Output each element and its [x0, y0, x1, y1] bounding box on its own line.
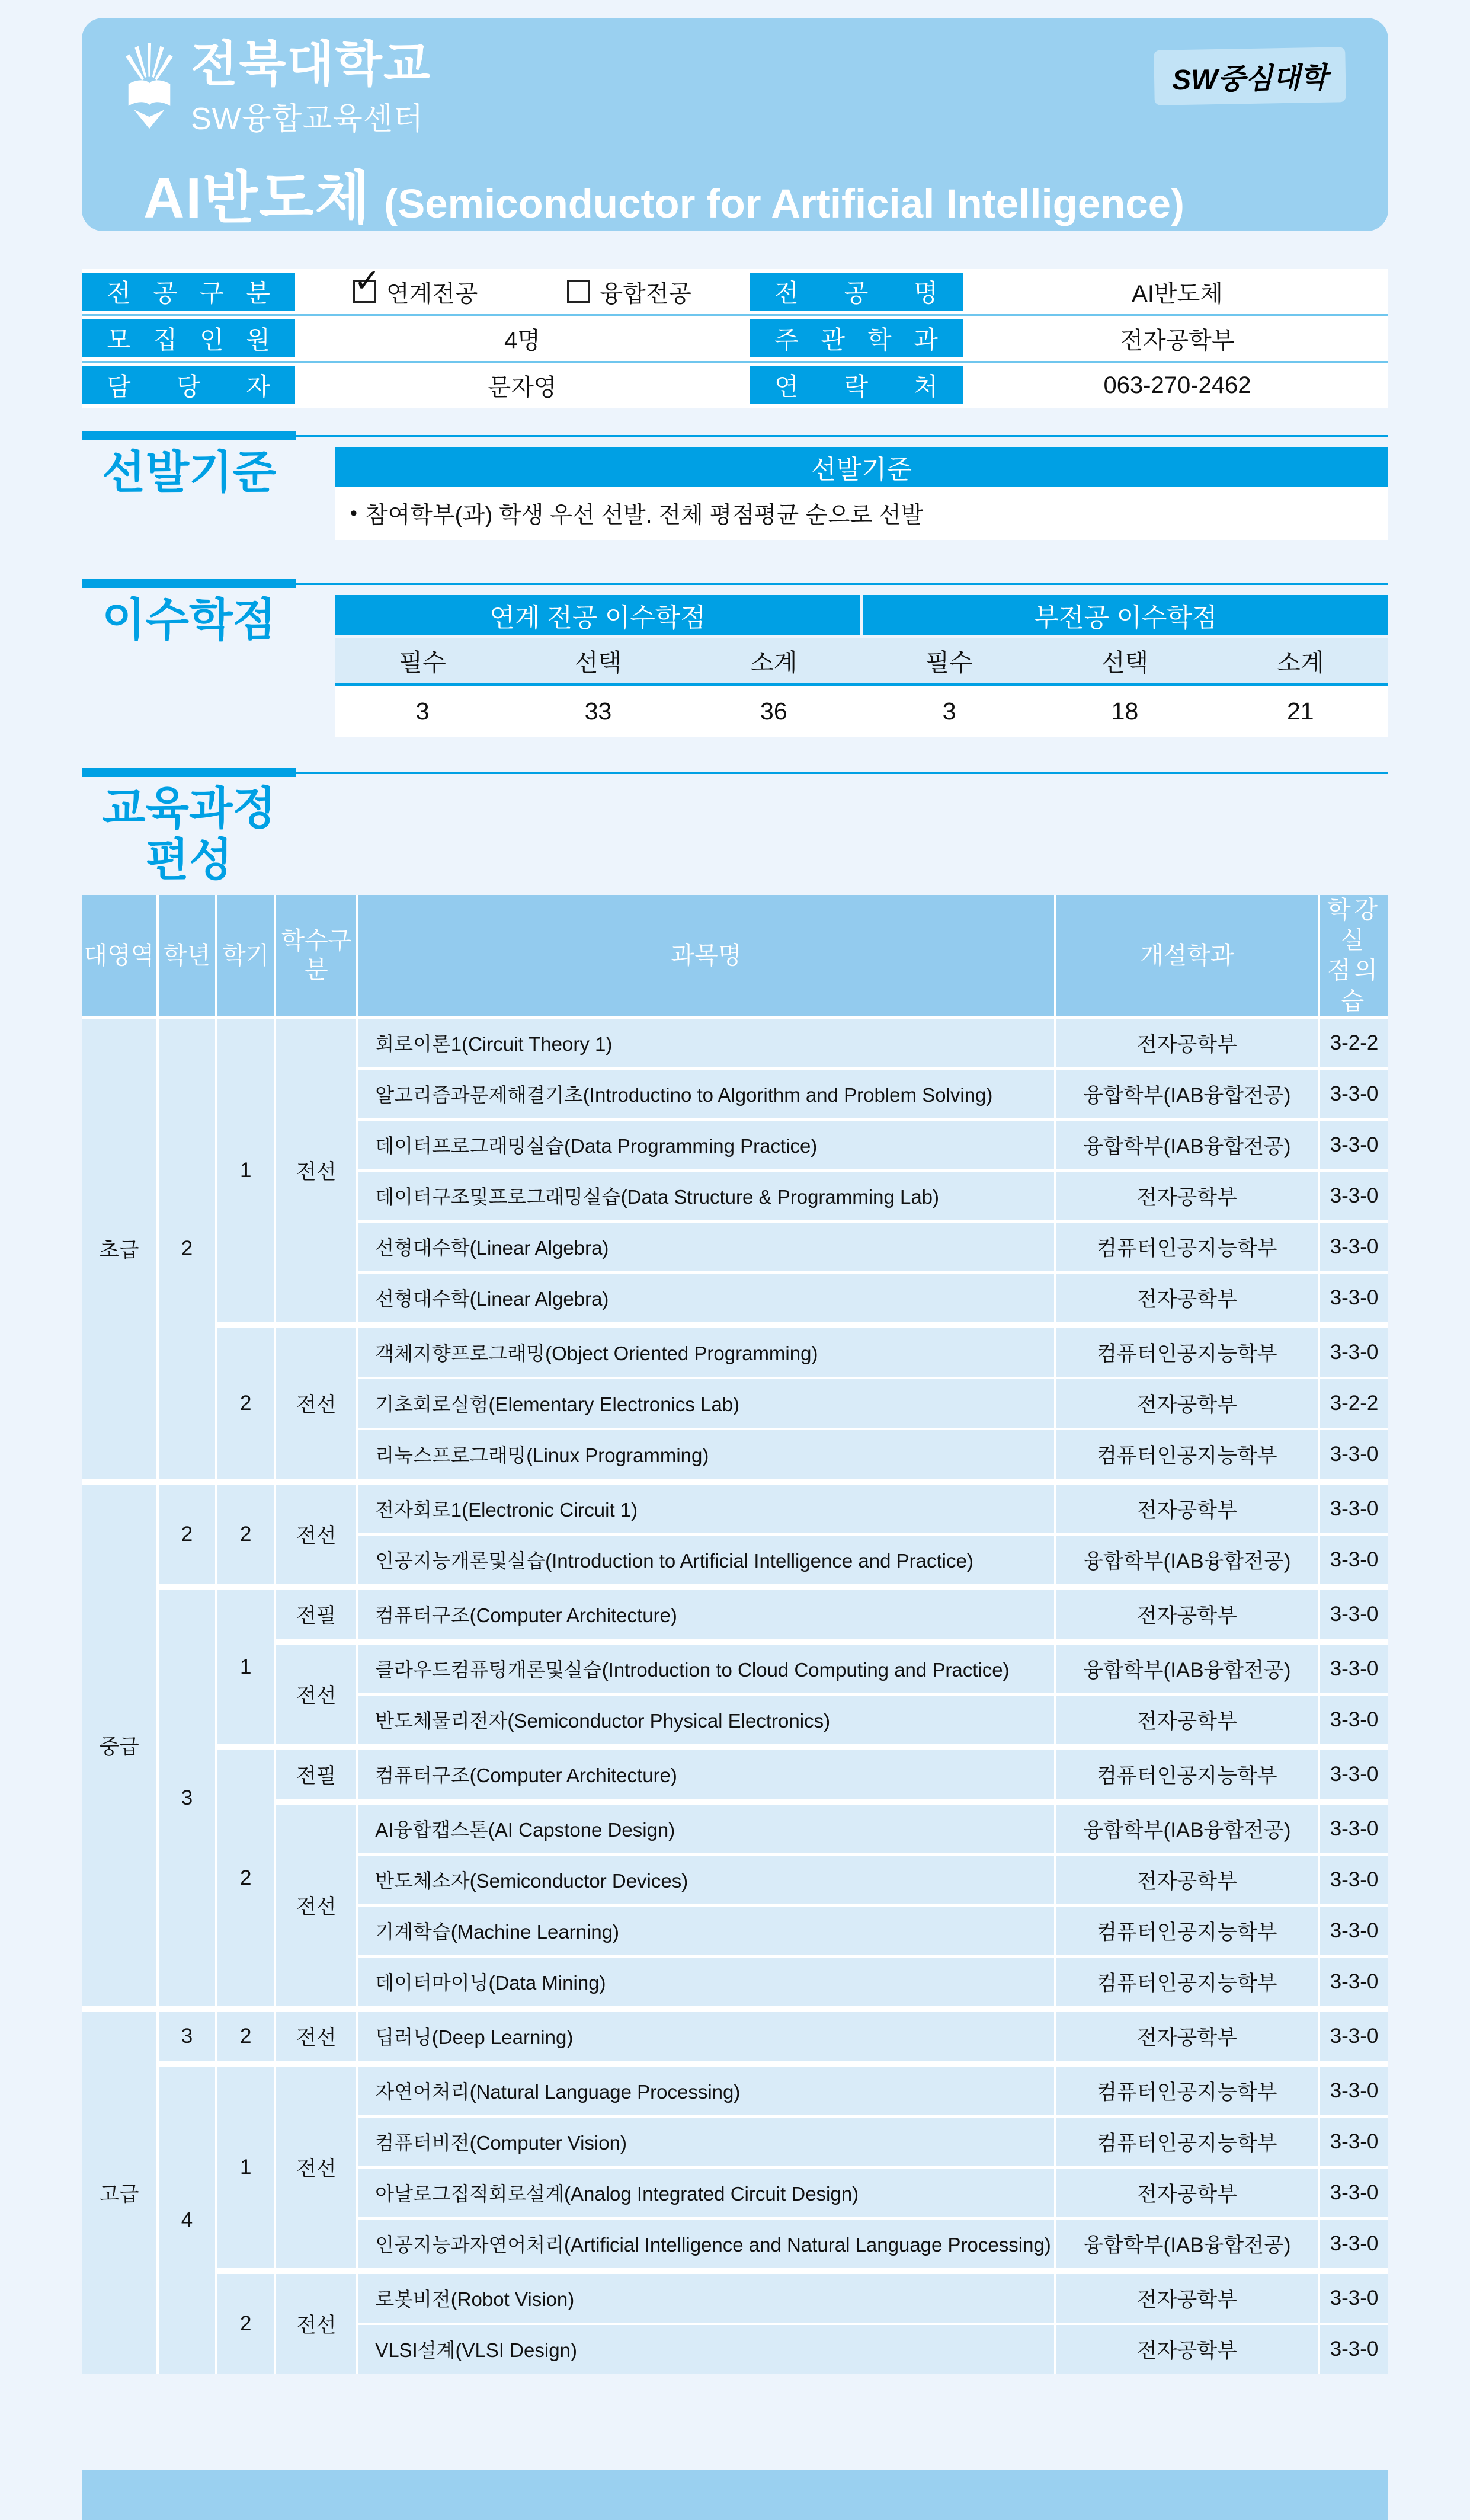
table-row	[82, 1018, 1388, 1069]
selection-criteria-row	[335, 487, 1388, 540]
credits-cell: 3-3-0	[1319, 2218, 1388, 2271]
semester-cell: 1	[216, 1018, 275, 1325]
selection-table-header: 선발기준	[335, 447, 1388, 487]
type-cell: 전선	[275, 1325, 357, 1482]
hero-header	[82, 18, 1388, 231]
course-cell: 회로이론1(Circuit Theory 1)	[357, 1018, 1055, 1069]
dept-cell: 컴퓨터인공지능학부	[1055, 1429, 1319, 1482]
credits-subheader-row	[335, 638, 1388, 683]
credits-col-subtotal: 소계	[750, 648, 798, 676]
table-row	[82, 1642, 1388, 1694]
section-rule-selection	[82, 431, 1388, 440]
label-contact	[750, 366, 963, 404]
dept-cell: 컴퓨터인공지능학부	[1055, 1956, 1319, 2009]
info-row-major-type	[82, 263, 1388, 314]
table-row	[82, 1482, 1388, 1534]
info-row-manager	[82, 361, 1388, 408]
credits-col-subtotal: 소계	[1277, 648, 1324, 676]
credits-cell: 3-3-0	[1319, 2009, 1388, 2064]
dept-cell: 융합학부(IAB융합전공)	[1055, 2218, 1319, 2271]
course-cell: 객체지향프로그래밍(Object Oriented Programming)	[357, 1325, 1055, 1378]
label-quota	[82, 319, 295, 357]
credits-cell: 3-3-0	[1319, 1642, 1388, 1694]
option-linked-major-label: 연계전공	[386, 280, 478, 307]
curriculum-header-row	[82, 895, 1388, 1018]
value-supervising-dept: 전자공학부	[966, 319, 1388, 357]
section-rule-curriculum	[82, 768, 1388, 777]
label-major-type	[82, 273, 295, 311]
type-cell: 전선	[275, 1482, 357, 1587]
section-rule-credits	[82, 579, 1388, 588]
label-manager	[82, 366, 295, 404]
dept-cell: 전자공학부	[1055, 1587, 1319, 1642]
course-cell: 데이터구조및프로그래밍실습(Data Structure & Programming Lab)	[357, 1171, 1055, 1221]
dept-cell: 전자공학부	[1055, 2167, 1319, 2218]
credits-cell: 3-3-0	[1319, 1221, 1388, 1272]
selection-section-title: 선발기준	[102, 447, 276, 498]
credits-values-row	[335, 686, 1388, 737]
curriculum-section-title	[82, 783, 296, 887]
dept-cell: 전자공학부	[1055, 1378, 1319, 1429]
credits-value: 36	[760, 697, 787, 725]
credits-col-elective: 선택	[574, 648, 622, 676]
col-header-level: 대영역	[82, 895, 158, 1018]
course-cell: 기계학습(Machine Learning)	[357, 1905, 1055, 1956]
type-cell: 전선	[275, 2009, 357, 2064]
table-row	[82, 1747, 1388, 1802]
value-major-type	[299, 263, 746, 311]
credits-cell: 3-3-0	[1319, 1272, 1388, 1325]
grade-cell: 2	[158, 1018, 216, 1482]
course-cell: 컴퓨터구조(Computer Architecture)	[357, 1587, 1055, 1642]
course-cell: 반도체물리전자(Semiconductor Physical Electronics)	[357, 1694, 1055, 1747]
col-header-credits	[1319, 895, 1388, 1018]
curriculum-title-line2: 편성	[145, 835, 233, 886]
label-quota-text: 모 집 인 원	[107, 326, 270, 354]
dept-cell: 전자공학부	[1055, 1854, 1319, 1905]
table-row	[82, 2271, 1388, 2324]
dept-cell: 전자공학부	[1055, 1272, 1319, 1325]
course-cell: AI융합캡스톤(AI Capstone Design)	[357, 1802, 1055, 1854]
table-row	[82, 2064, 1388, 2116]
dept-cell: 융합학부(IAB융합전공)	[1055, 1069, 1319, 1120]
checkbox-unchecked-icon	[567, 280, 590, 303]
table-row	[82, 2009, 1388, 2064]
course-cell: 데이터마이닝(Data Mining)	[357, 1956, 1055, 2009]
col-header-credits-line2: 점의습	[1327, 957, 1382, 1015]
dept-cell: 컴퓨터인공지능학부	[1055, 2064, 1319, 2116]
bullet-icon: •	[350, 501, 357, 525]
value-quota: 4명	[299, 319, 746, 357]
dept-cell: 전자공학부	[1055, 1694, 1319, 1747]
value-contact: 063-270-2462	[966, 366, 1388, 404]
credits-cell: 3-2-2	[1319, 1018, 1388, 1069]
credits-value: 3	[415, 697, 430, 725]
value-manager: 문자영	[299, 366, 746, 404]
curriculum-table	[82, 895, 1388, 2374]
level-cell: 고급	[82, 2009, 158, 2374]
credits-header-minor: 부전공 이수학점	[863, 595, 1388, 635]
dept-cell: 컴퓨터인공지능학부	[1055, 1747, 1319, 1802]
course-cell: 반도체소자(Semiconductor Devices)	[357, 1854, 1055, 1905]
check-icon: ✓	[353, 263, 381, 299]
credits-cell: 3-3-0	[1319, 1905, 1388, 1956]
dept-cell: 융합학부(IAB융합전공)	[1055, 1642, 1319, 1694]
university-text-block	[191, 39, 431, 138]
credits-cell: 3-3-0	[1319, 1120, 1388, 1171]
dept-cell: 전자공학부	[1055, 2009, 1319, 2064]
curriculum-title-line1: 교육과정	[102, 783, 276, 834]
level-cell: 중급	[82, 1482, 158, 2009]
credits-cell: 3-3-0	[1319, 1587, 1388, 1642]
course-cell: 선형대수학(Linear Algebra)	[357, 1272, 1055, 1325]
type-cell: 전선	[275, 2064, 357, 2271]
credits-col-elective: 선택	[1101, 648, 1149, 676]
grade-cell: 3	[158, 1587, 216, 2009]
dept-cell: 컴퓨터인공지능학부	[1055, 1221, 1319, 1272]
label-contact-text: 연 락 처	[774, 373, 938, 401]
footer-bar	[82, 2470, 1388, 2520]
col-header-dept: 개설학과	[1055, 895, 1319, 1018]
type-cell: 전선	[275, 2271, 357, 2374]
dept-cell: 융합학부(IAB융합전공)	[1055, 1120, 1319, 1171]
grade-cell: 4	[158, 2064, 216, 2374]
col-header-type	[275, 895, 357, 1018]
program-title-korean: AI반도체	[143, 167, 371, 230]
semester-cell: 2	[216, 1325, 275, 1482]
program-title	[143, 153, 1184, 234]
grade-cell: 2	[158, 1482, 216, 1587]
col-header-course: 과목명	[357, 895, 1055, 1018]
rule-line	[296, 772, 1388, 774]
page-content	[82, 18, 1388, 2374]
credits-value: 18	[1111, 697, 1139, 725]
course-cell: 컴퓨터비전(Computer Vision)	[357, 2116, 1055, 2167]
dept-cell: 컴퓨터인공지능학부	[1055, 1325, 1319, 1378]
table-row	[82, 1325, 1388, 1378]
table-row	[82, 1802, 1388, 1854]
label-manager-text: 담 당 자	[107, 373, 270, 401]
dept-cell: 컴퓨터인공지능학부	[1055, 2116, 1319, 2167]
value-major-name: AI반도체	[966, 273, 1388, 311]
course-cell: 데이터프로그래밍실습(Data Programming Practice)	[357, 1120, 1055, 1171]
dept-cell: 전자공학부	[1055, 2271, 1319, 2324]
credits-cell: 3-3-0	[1319, 1429, 1388, 1482]
credits-cell: 3-3-0	[1319, 1694, 1388, 1747]
credits-cell: 3-3-0	[1319, 2116, 1388, 2167]
dept-cell: 융합학부(IAB융합전공)	[1055, 1802, 1319, 1854]
credits-cell: 3-3-0	[1319, 2324, 1388, 2374]
col-header-grade: 학년	[158, 895, 216, 1018]
credits-table	[335, 595, 1388, 737]
rule-bar	[82, 768, 296, 777]
selection-section	[82, 447, 1388, 540]
course-cell: 딥러닝(Deep Learning)	[357, 2009, 1055, 2064]
university-name: 전북대학교	[191, 37, 432, 91]
university-brand	[122, 39, 431, 138]
program-info-table	[82, 263, 1388, 408]
option-linked-major	[353, 263, 478, 309]
rule-bar	[82, 431, 296, 440]
course-cell: VLSI설계(VLSI Design)	[357, 2324, 1055, 2374]
credits-header-row	[335, 595, 1388, 635]
label-major-type-text: 전 공 구 분	[107, 279, 270, 307]
credits-col-required: 필수	[925, 648, 973, 676]
selection-table	[335, 447, 1388, 540]
dept-cell: 전자공학부	[1055, 1171, 1319, 1221]
rule-bar	[82, 579, 296, 588]
course-cell: 기초회로실험(Elementary Electronics Lab)	[357, 1378, 1055, 1429]
credits-value: 21	[1287, 697, 1314, 725]
table-row	[82, 1587, 1388, 1642]
credits-cell: 3-3-0	[1319, 1854, 1388, 1905]
info-row-quota	[82, 314, 1388, 361]
dept-cell: 융합학부(IAB융합전공)	[1055, 1534, 1319, 1587]
course-cell: 인공지능개론및실습(Introduction to Artificial Intelligence and Practice)	[357, 1534, 1055, 1587]
credits-header-linked: 연계 전공 이수학점	[335, 595, 860, 635]
course-cell: 전자회로1(Electronic Circuit 1)	[357, 1482, 1055, 1534]
rule-line	[296, 583, 1388, 585]
semester-cell: 2	[216, 1747, 275, 2009]
university-logo-icon	[122, 39, 177, 136]
course-cell: 아날로그집적회로설계(Analog Integrated Circuit Design)	[357, 2167, 1055, 2218]
major-type-options	[353, 263, 692, 309]
dept-cell: 전자공학부	[1055, 1482, 1319, 1534]
type-cell: 전필	[275, 1587, 357, 1642]
course-cell: 컴퓨터구조(Computer Architecture)	[357, 1747, 1055, 1802]
credits-cell: 3-3-0	[1319, 1069, 1388, 1120]
credits-cell: 3-3-0	[1319, 2271, 1388, 2324]
col-header-type-text: 학수구분	[281, 927, 352, 984]
course-cell: 로봇비전(Robot Vision)	[357, 2271, 1055, 2324]
checkbox-checked-icon	[353, 263, 381, 303]
semester-cell: 2	[216, 1482, 275, 1587]
credits-col-required: 필수	[399, 648, 446, 676]
selection-criteria-text: 참여학부(과) 학생 우선 선발. 전체 평점평균 순으로 선발	[365, 503, 924, 528]
course-cell: 알고리즘과문제해결기초(Introductino to Algorithm and Problem Solving)	[357, 1069, 1055, 1120]
rule-line	[296, 435, 1388, 437]
semester-cell: 1	[216, 1587, 275, 1747]
option-convergence-major-label: 융합전공	[600, 280, 692, 307]
credits-value: 3	[942, 697, 956, 725]
credits-cell: 3-3-0	[1319, 1482, 1388, 1534]
credits-cell: 3-3-0	[1319, 2064, 1388, 2116]
semester-cell: 1	[216, 2064, 275, 2271]
dept-cell: 전자공학부	[1055, 1018, 1319, 1069]
col-header-credits-line1: 학강실	[1327, 896, 1382, 954]
type-cell: 전선	[275, 1802, 357, 2009]
credits-cell: 3-3-0	[1319, 1534, 1388, 1587]
label-supervising-dept	[750, 319, 963, 357]
level-cell: 초급	[82, 1018, 158, 1482]
course-cell: 자연어처리(Natural Language Processing)	[357, 2064, 1055, 2116]
type-cell: 전선	[275, 1642, 357, 1747]
label-major-name	[750, 273, 963, 311]
credits-cell: 3-3-0	[1319, 1956, 1388, 2009]
dept-cell: 컴퓨터인공지능학부	[1055, 1905, 1319, 1956]
credits-section-title: 이수학점	[102, 595, 276, 645]
dept-cell: 전자공학부	[1055, 2324, 1319, 2374]
center-name: SW융합교육센터	[191, 102, 424, 137]
course-cell: 클라우드컴퓨팅개론및실습(Introduction to Cloud Computing and Practice)	[357, 1642, 1055, 1694]
course-cell: 선형대수학(Linear Algebra)	[357, 1221, 1055, 1272]
semester-cell: 2	[216, 2009, 275, 2064]
course-cell: 리눅스프로그래밍(Linux Programming)	[357, 1429, 1055, 1482]
credits-cell: 3-3-0	[1319, 1325, 1388, 1378]
semester-cell: 2	[216, 2271, 275, 2374]
credits-cell: 3-3-0	[1319, 1171, 1388, 1221]
label-major-name-text: 전 공 명	[774, 279, 938, 307]
col-header-semester: 학기	[216, 895, 275, 1018]
credits-value: 33	[584, 697, 612, 725]
type-cell: 전필	[275, 1747, 357, 1802]
program-title-english: (Semiconductor for Artificial Intelligence)	[384, 181, 1185, 226]
credits-cell: 3-3-0	[1319, 2167, 1388, 2218]
sw-university-badge: SW중심대학	[1154, 47, 1346, 105]
grade-cell: 3	[158, 2009, 216, 2064]
type-cell: 전선	[275, 1018, 357, 1325]
credits-section	[82, 595, 1388, 737]
label-supervising-dept-text: 주 관 학 과	[774, 326, 938, 354]
course-cell: 인공지능과자연어처리(Artificial Intelligence and Natural Language Processing)	[357, 2218, 1055, 2271]
credits-cell: 3-2-2	[1319, 1378, 1388, 1429]
credits-cell: 3-3-0	[1319, 1802, 1388, 1854]
credits-cell: 3-3-0	[1319, 1747, 1388, 1802]
option-convergence-major	[567, 275, 692, 309]
